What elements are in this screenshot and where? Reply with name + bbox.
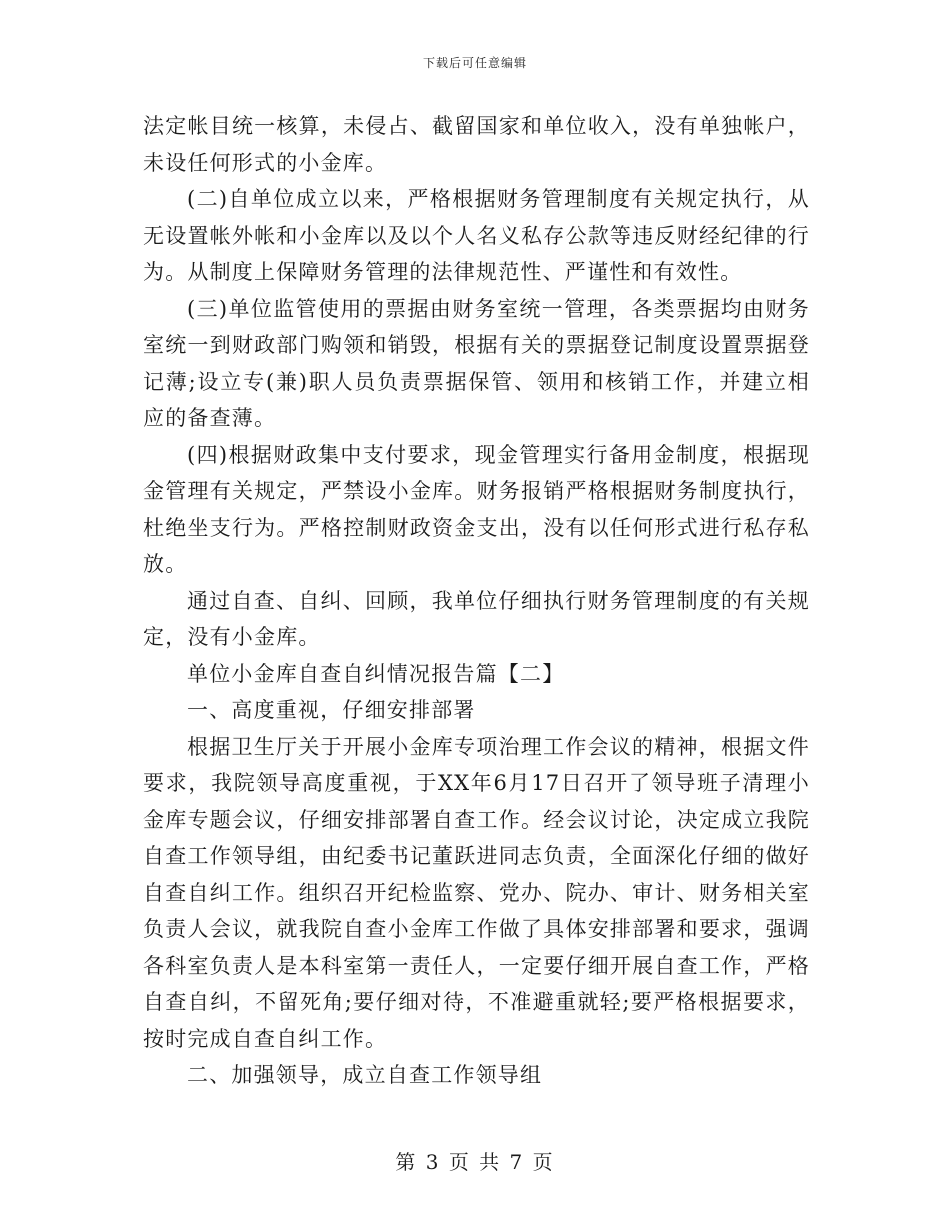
- section-title: 单位小金库自查自纠情况报告篇【二】: [187, 661, 565, 686]
- paragraph-2: (二)自单位成立以来，严格根据财务管理制度有关规定执行，从无设置帐外帐和小金库以及以个人名义私存公款等违反财经纪律的行为。从制度上保障财务管理的法律规范性、严谨性和有效性。: [143, 187, 810, 284]
- paragraph-4: (四)根据财政集中支付要求，现金管理实行备用金制度，根据现金管理有关规定，严禁设小金库。财务报销严格根据财务制度执行，杜绝坐支行为。严格控制财政资金支出，没有以任何形式进行私存私放。: [143, 442, 810, 576]
- paragraph-1: 法定帐目统一核算，未侵占、截留国家和单位收入，没有单独帐户，未设任何形式的小金库。: [143, 114, 810, 175]
- paragraph-6: 根据卫生厅关于开展小金库专项治理工作会议的精神，根据文件要求，我院领导高度重视，于XX年6月17日召开了领导班子清理小金库专题会议，仔细安排部署自查工作。经会议讨论，决定成立我院自查工作领导组，由纪委书记董跃进同志负责，全面深化仔细的做好自查自纠工作。组织召开纪检监察、党办、院办、审计、财务相关室负责人会议，就我院自查小金库工作做了具体安排部署和要求，强调各科室负责人是本科室第一责任人，一定要仔细开展自查工作，严格自查自纠，不留死角;要仔细对待，不准避重就轻;要严格根据要求，按时完成自查自纠工作。: [143, 734, 810, 1051]
- page-number: 第 3 页 共 7 页: [395, 1150, 555, 1174]
- page-header: 下载后可任意编辑: [422, 56, 527, 70]
- document-body: [143, 108, 810, 1094]
- heading-1: 一、高度重视，仔细安排部署: [187, 698, 476, 722]
- heading-2: 二、加强领导，成立自查工作领导组: [187, 1063, 543, 1087]
- paragraph-5: 通过自查、自纠、回顾，我单位仔细执行财务管理制度的有关规定，没有小金库。: [143, 588, 810, 649]
- paragraph-3: (三)单位监管使用的票据由财务室统一管理，各类票据均由财务室统一到财政部门购领和销毁，根据有关的票据登记制度设置票据登记薄;设立专(兼)职人员负责票据保管、领用和核销工作，并建立相应的备查薄。: [143, 296, 810, 430]
